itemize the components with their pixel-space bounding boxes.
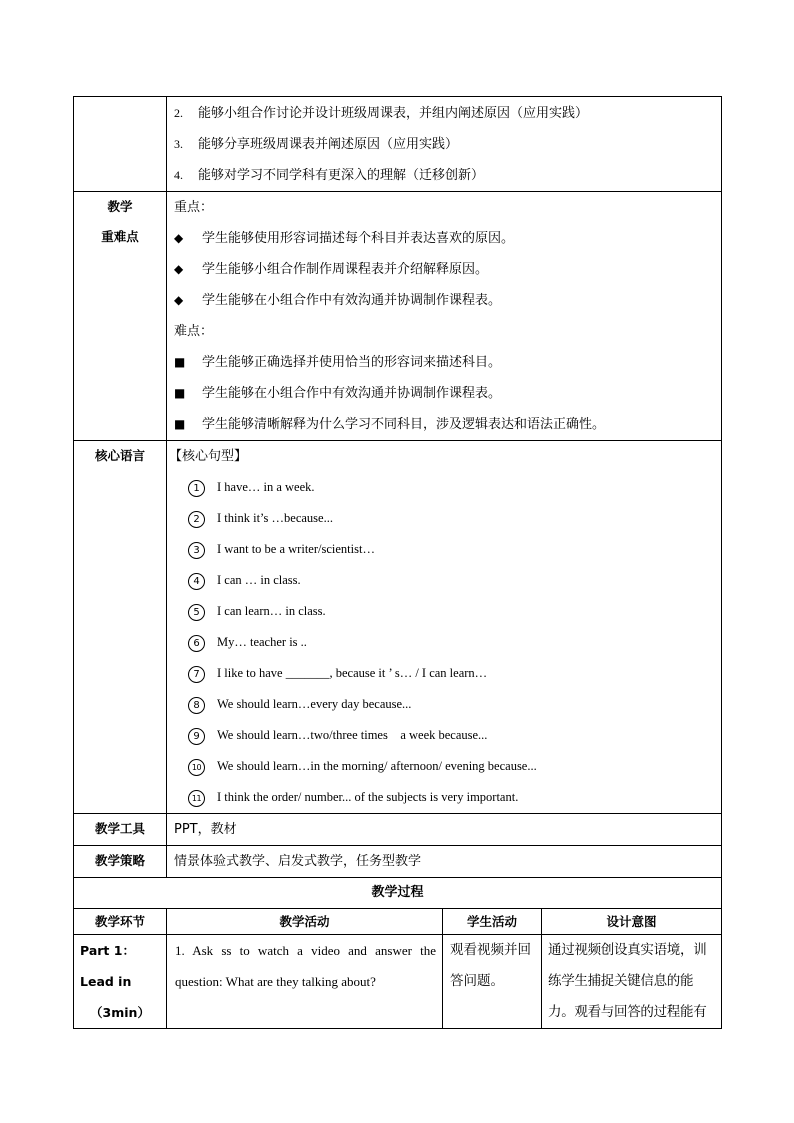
circled-number-icon: 8 <box>188 697 205 714</box>
header-student: 学生活动 <box>443 909 542 935</box>
strategy-label: 教学策略 <box>74 846 167 878</box>
strategy-row <box>74 846 722 878</box>
sentence-item: 10 We should learn…in the morning/ afternoon/ evening because... <box>167 751 721 782</box>
objective-item: 3. 能够分享班级周课表并阐述原因（应用实践） <box>174 137 459 152</box>
lesson-plan-sheet <box>73 96 721 1029</box>
difficulty-item: ■ 学生能够在小组合作中有效沟通并协调制作课程表。 <box>167 378 721 409</box>
process-title: 教学过程 <box>371 885 424 900</box>
sentence-item: 4 I can … in class. <box>167 565 721 596</box>
core-language-label: 核心语言 <box>74 441 167 814</box>
sentence-item: 8 We should learn…every day because... <box>167 689 721 720</box>
difficulty-item: ■ 学生能够正确选择并使用恰当的形容词来描述科目。 <box>167 347 721 378</box>
square-bullet-icon: ■ <box>174 386 186 400</box>
key-points-cell <box>167 192 722 441</box>
tools-value: PPT，教材 <box>174 822 237 837</box>
objectives-row <box>74 97 722 192</box>
circled-number-icon: 2 <box>188 511 205 528</box>
sentence-item: 3 I want to be a writer/scientist… <box>167 534 721 565</box>
focus-heading: 重点： <box>174 200 214 215</box>
student-cell <box>443 935 542 1029</box>
circled-number-icon: 4 <box>188 573 205 590</box>
activity-text: 1. Ask ss to watch a video and answer the question: What are they talking about? <box>175 943 436 989</box>
circled-number-icon: 1 <box>188 480 205 497</box>
core-language-heading: 【核心句型】 <box>169 449 248 464</box>
objectives-label-cell <box>74 97 167 192</box>
diamond-bullet-icon: ◆ <box>174 262 184 276</box>
intent-text: 通过视频创设真实语境，训练学生捕捉关键信息的能力。观看与回答的过程能有 <box>548 942 707 1020</box>
lesson-plan-table <box>73 96 722 1029</box>
tools-label: 教学工具 <box>74 814 167 846</box>
sentence-item: 5 I can learn… in class. <box>167 596 721 627</box>
circled-number-icon: 3 <box>188 542 205 559</box>
process-header-row <box>74 909 722 935</box>
square-bullet-icon: ■ <box>174 355 186 369</box>
circled-number-icon: 9 <box>188 728 205 745</box>
square-bullet-icon: ■ <box>174 417 186 431</box>
core-language-row <box>74 441 722 814</box>
intent-cell <box>542 935 722 1029</box>
focus-item: ◆ 学生能够使用形容词描述每个科目并表达喜欢的原因。 <box>167 223 721 254</box>
header-stage: 教学环节 <box>74 909 167 935</box>
circled-number-icon: 7 <box>188 666 205 683</box>
core-language-cell <box>167 441 722 814</box>
stage-part: Part 1： <box>80 943 135 958</box>
process-title-cell <box>74 878 722 909</box>
process-row <box>74 935 722 1029</box>
process-title-row <box>74 878 722 909</box>
circled-number-icon: 5 <box>188 604 205 621</box>
tools-row <box>74 814 722 846</box>
circled-number-icon: 10 <box>188 759 205 776</box>
circled-number-icon: 11 <box>188 790 205 807</box>
difficulty-item: ■ 学生能够清晰解释为什么学习不同科目，涉及逻辑表达和语法正确性。 <box>167 409 721 440</box>
diamond-bullet-icon: ◆ <box>174 293 184 307</box>
difficulty-heading: 难点： <box>174 324 214 339</box>
objective-item: 2. 能够小组合作讨论并设计班级周课表，并组内阐述原因（应用实践） <box>174 106 589 121</box>
activity-cell <box>167 935 443 1029</box>
sentence-item: 9 We should learn…two/three times a week because... <box>167 720 721 751</box>
sentence-item: 1 I have… in a week. <box>167 472 721 503</box>
sentence-item: 2 I think it’s …because... <box>167 503 721 534</box>
circled-number-icon: 6 <box>188 635 205 652</box>
focus-item: ◆ 学生能够小组合作制作周课程表并介绍解释原因。 <box>167 254 721 285</box>
key-points-label: 教学 重难点 <box>74 192 167 441</box>
objectives-cell <box>167 97 722 192</box>
sentence-item: 6 My… teacher is .. <box>167 627 721 658</box>
diamond-bullet-icon: ◆ <box>174 231 184 245</box>
stage-name: Lead in <box>80 974 132 989</box>
key-points-row <box>74 192 722 441</box>
stage-duration: （3min） <box>90 1005 150 1020</box>
header-intent: 设计意图 <box>542 909 722 935</box>
header-activity: 教学活动 <box>167 909 443 935</box>
tools-cell <box>167 814 722 846</box>
sentence-item: 7 I like to have _______, because it ’ s… / I can learn… <box>167 658 721 689</box>
student-text: 观看视频并回答问题。 <box>450 942 531 989</box>
strategy-cell <box>167 846 722 878</box>
objective-item: 4. 能够对学习不同学科有更深入的理解（迁移创新） <box>174 168 485 183</box>
focus-item: ◆ 学生能够在小组合作中有效沟通并协调制作课程表。 <box>167 285 721 316</box>
stage-cell <box>74 935 167 1029</box>
sentence-item: 11 I think the order/ number... of the subjects is very important. <box>167 782 721 813</box>
strategy-value: 情景体验式教学、启发式教学，任务型教学 <box>174 854 422 869</box>
